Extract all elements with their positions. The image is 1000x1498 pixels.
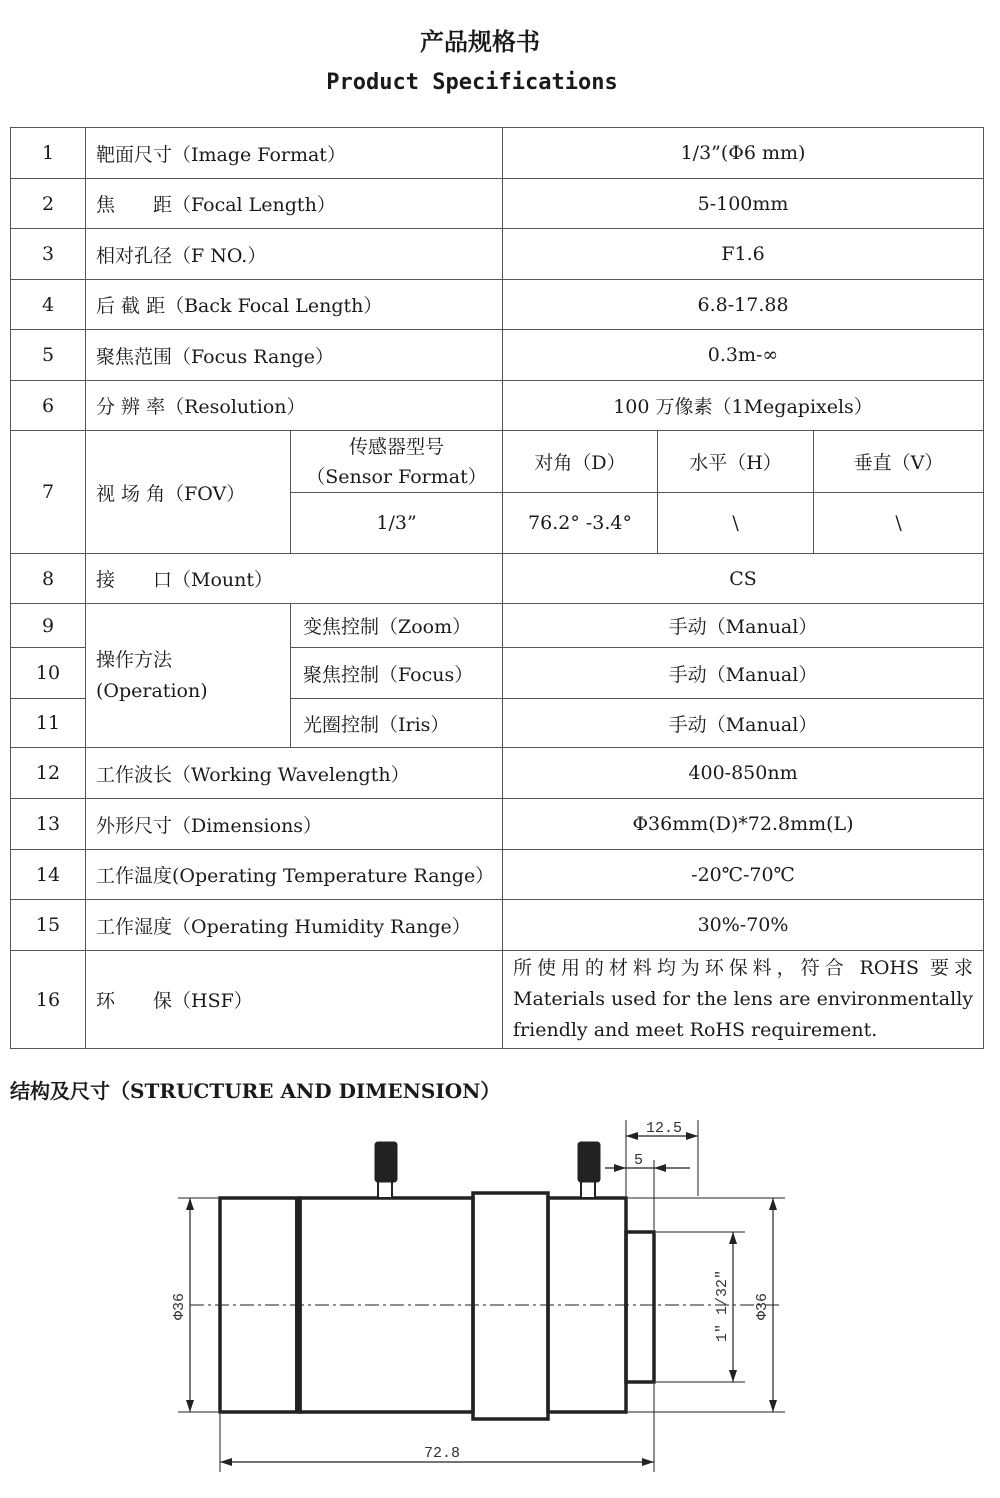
fov-vertical-value: \ [814, 493, 984, 554]
lens-mount-thread [626, 1232, 654, 1382]
env-line-en-2: friendly and meet RoHS requirement. [513, 1019, 878, 1041]
spec-label: 工作湿度（Operating Humidity Range） [86, 900, 503, 951]
page-title-cn: 产品规格书 [420, 28, 540, 56]
lens-focus-ring [473, 1193, 548, 1419]
arrow-head [686, 1132, 698, 1140]
zoom-screw-icon [375, 1142, 397, 1182]
arrow-head [769, 1198, 777, 1210]
sensor-header-cn: 传感器型号 [349, 435, 445, 458]
spec-sublabel: 变焦控制（Zoom） [291, 604, 503, 648]
fov-horizontal-header: 水平（H） [658, 431, 814, 493]
spec-label: 环 保（HSF） [86, 951, 503, 1049]
arrow-head [186, 1198, 194, 1210]
dim-top-inner-label: 5 [634, 1152, 644, 1169]
structure-section-title: 结构及尺寸（STRUCTURE AND DIMENSION） [10, 1079, 501, 1103]
arrow-head [614, 1164, 626, 1172]
row-number: 6 [11, 381, 86, 431]
row-number: 11 [11, 699, 86, 748]
dim-right-diameter-label: Φ36 [754, 1292, 771, 1320]
spec-label: 视 场 角（FOV） [86, 431, 291, 554]
dim-top-outer-label: 12.5 [646, 1120, 683, 1137]
spec-value: 0.3m-∞ [503, 330, 984, 381]
spec-value: F1.6 [503, 229, 984, 280]
sensor-header-en: （Sensor Format） [306, 465, 487, 488]
row-number: 2 [11, 179, 86, 229]
spec-label: 焦 距（Focal Length） [86, 179, 503, 229]
spec-value: 5-100mm [503, 179, 984, 229]
focus-screw-stem [581, 1180, 595, 1198]
fov-vertical-header: 垂直（V） [814, 431, 984, 493]
spec-label: 聚焦范围（Focus Range） [86, 330, 503, 381]
arrow-head [186, 1400, 194, 1412]
spec-label: 后 截 距（Back Focal Length） [86, 280, 503, 330]
env-line-cn: 所使用的材料均为环保料，符合 ROHS 要求 [513, 957, 974, 979]
spec-label: 工作温度(Operating Temperature Range） [86, 850, 503, 900]
spec-value: Φ36mm(D)*72.8mm(L) [503, 799, 984, 850]
spec-value: 手动（Manual） [503, 604, 984, 648]
arrow-head [220, 1458, 232, 1466]
spec-label: 相对孔径（F NO.） [86, 229, 503, 280]
row-number: 16 [11, 951, 86, 1049]
row-number: 4 [11, 280, 86, 330]
row-number: 3 [11, 229, 86, 280]
spec-sublabel: 聚焦控制（Focus） [291, 648, 503, 699]
spec-label: 分 辨 率（Resolution） [86, 381, 503, 431]
row-number: 15 [11, 900, 86, 951]
row-number: 8 [11, 554, 86, 604]
arrow-head [642, 1458, 654, 1466]
focus-screw-icon [578, 1142, 600, 1182]
spec-value: 30%-70% [503, 900, 984, 951]
zoom-screw-stem [378, 1180, 392, 1198]
dim-left-diameter-label: Φ36 [171, 1292, 188, 1320]
spec-label: 工作波长（Working Wavelength） [86, 748, 503, 799]
arrow-head [729, 1232, 737, 1244]
row-number: 5 [11, 330, 86, 381]
spec-value: 400-850nm [503, 748, 984, 799]
row-number: 9 [11, 604, 86, 648]
spec-label: 外形尺寸（Dimensions） [86, 799, 503, 850]
spec-sublabel: 光圈控制（Iris） [291, 699, 503, 748]
arrow-head [769, 1400, 777, 1412]
spec-label: 接 口（Mount） [86, 554, 503, 604]
spec-label: 靶面尺寸（Image Format） [86, 128, 503, 179]
fov-diagonal-header: 对角（D） [503, 431, 658, 493]
fov-diagonal-value: 76.2° -3.4° [503, 493, 658, 554]
spec-value: 1/3”(Φ6 mm) [503, 128, 984, 179]
dim-thread-label: 1" 1/32" [714, 1269, 731, 1342]
row-number: 1 [11, 128, 86, 179]
spec-value: CS [503, 554, 984, 604]
dim-length-label: 72.8 [424, 1445, 461, 1462]
fov-horizontal-value: \ [658, 493, 814, 554]
spec-value: 6.8-17.88 [503, 280, 984, 330]
env-line-en-1: Materials used for the lens are environmentally [513, 988, 974, 1010]
row-number: 12 [11, 748, 86, 799]
spec-value: -20℃-70℃ [503, 850, 984, 900]
operation-label-cn: 操作方法 [96, 648, 173, 671]
arrow-head [654, 1164, 666, 1172]
arrow-head [626, 1132, 638, 1140]
arrow-head [729, 1370, 737, 1382]
operation-label-en: (Operation) [96, 679, 208, 702]
row-number: 10 [11, 648, 86, 699]
row-number: 14 [11, 850, 86, 900]
sensor-format-value: 1/3” [291, 493, 503, 554]
spec-value: 手动（Manual） [503, 699, 984, 748]
page-title-en: Product Specifications [326, 70, 618, 95]
spec-value: 100 万像素（1Megapixels） [503, 381, 984, 431]
row-number: 7 [11, 431, 86, 554]
spec-value: 手动（Manual） [503, 648, 984, 699]
row-number: 13 [11, 799, 86, 850]
